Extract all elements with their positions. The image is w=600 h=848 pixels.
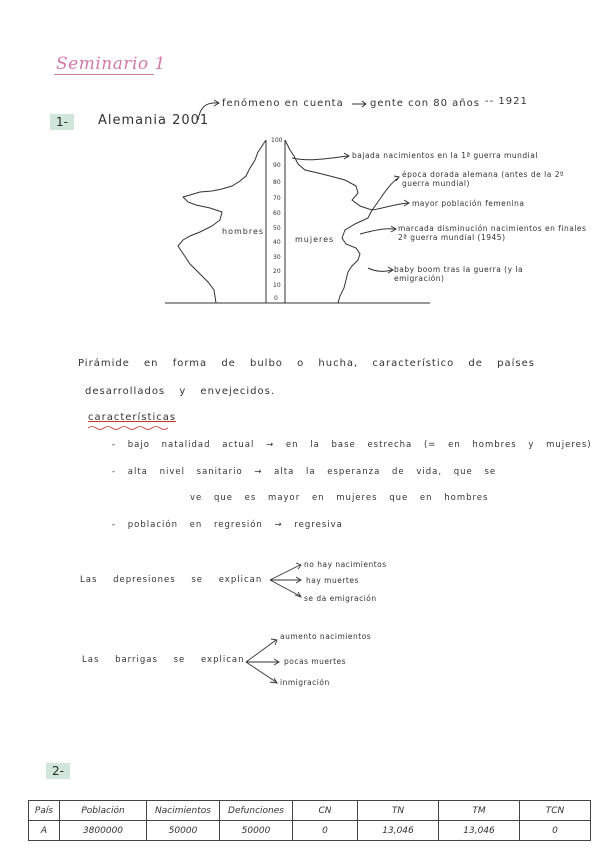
top-note-1: fenómeno en cuenta (222, 98, 344, 109)
table-header: Defunciones (220, 801, 293, 821)
tick-90: 90 (273, 162, 281, 169)
tick-70: 70 (273, 195, 281, 202)
top-note-2: gente con 80 años (370, 98, 480, 109)
paragraph-line-2: desarrollados y envejecidos. (85, 386, 276, 397)
explain-bulges-item-1: aumento nacimientos (280, 632, 372, 641)
annotation-golden-age: época dorada alemana (antes de la 2º guerra mundial) (402, 170, 565, 188)
bullet-3: - población en regresión → regresiva (112, 520, 343, 530)
tick-40: 40 (273, 239, 281, 246)
annotation-wwi: bajada nacimientos en la 1ª guerra mundial (352, 151, 538, 160)
page-title: Seminario 1 (56, 54, 166, 74)
annotation-female: mayor población femenina (412, 199, 525, 208)
demographic-table (28, 800, 591, 841)
explain-depressions-item-3: se da emigración (304, 594, 377, 603)
table-cell: 3800000 (60, 821, 147, 841)
section-1-heading: Alemania 2001 (98, 113, 210, 128)
explain-bulges: Las barrigas se explican (82, 655, 245, 665)
tick-20: 20 (273, 268, 281, 275)
men-outline (178, 140, 266, 303)
explain-depressions: Las depresiones se explican (80, 575, 263, 585)
annotation-baby-boom: baby boom tras la guerra (y la emigración) (394, 265, 524, 283)
table-header: País (29, 801, 60, 821)
label-men: hombres (222, 227, 265, 236)
tick-60: 60 (273, 210, 281, 217)
label-women: mujeres (295, 235, 335, 244)
table-header-row (29, 801, 591, 821)
table-header: Nacimientos (147, 801, 220, 821)
section-2-number: 2- (46, 760, 70, 779)
table-cell: A (29, 821, 60, 841)
explain-bulges-item-3: inmigración (280, 678, 330, 687)
tick-80: 80 (273, 179, 281, 186)
tick-50: 50 (273, 225, 281, 232)
table-row (29, 821, 591, 841)
top-note-3: -- 1921 (485, 96, 528, 107)
table-header: Población (60, 801, 147, 821)
table-cell: 0 (520, 821, 591, 841)
bullet-1: - bajo natalidad actual → en la base estrecha (= en hombres y mujeres) (112, 440, 592, 450)
explain-depressions-item-2: hay muertes (306, 576, 359, 585)
table-cell: 13,046 (439, 821, 520, 841)
women-outline (285, 140, 372, 303)
annotation-wwii: marcada disminución nacimientos en finales 2ª guerra mundial (1945) (398, 224, 587, 242)
bullet-2-continued: ve que es mayor en mujeres que en hombres (190, 493, 489, 503)
tick-100: 100 (271, 137, 283, 144)
table-cell: 0 (293, 821, 358, 841)
table-cell: 50000 (220, 821, 293, 841)
table-header: TM (439, 801, 520, 821)
table-header: TN (358, 801, 439, 821)
characteristics-heading: características (88, 412, 177, 423)
section-1-number: 1- (50, 111, 74, 130)
paragraph-line-1: Pirámide en forma de bulbo o hucha, característico de países (78, 358, 535, 369)
table-cell: 13,046 (358, 821, 439, 841)
bullet-2: - alta nivel sanitario → alta la esperanza de vida, que se (112, 467, 497, 477)
tick-30: 30 (273, 254, 281, 261)
table-header: TCN (520, 801, 591, 821)
tick-10: 10 (273, 282, 281, 289)
table-header: CN (293, 801, 358, 821)
tick-0: 0 (274, 295, 278, 302)
table-cell: 50000 (147, 821, 220, 841)
explain-bulges-item-2: pocas muertes (284, 657, 347, 666)
explain-depressions-item-1: no hay nacimientos (304, 560, 387, 569)
